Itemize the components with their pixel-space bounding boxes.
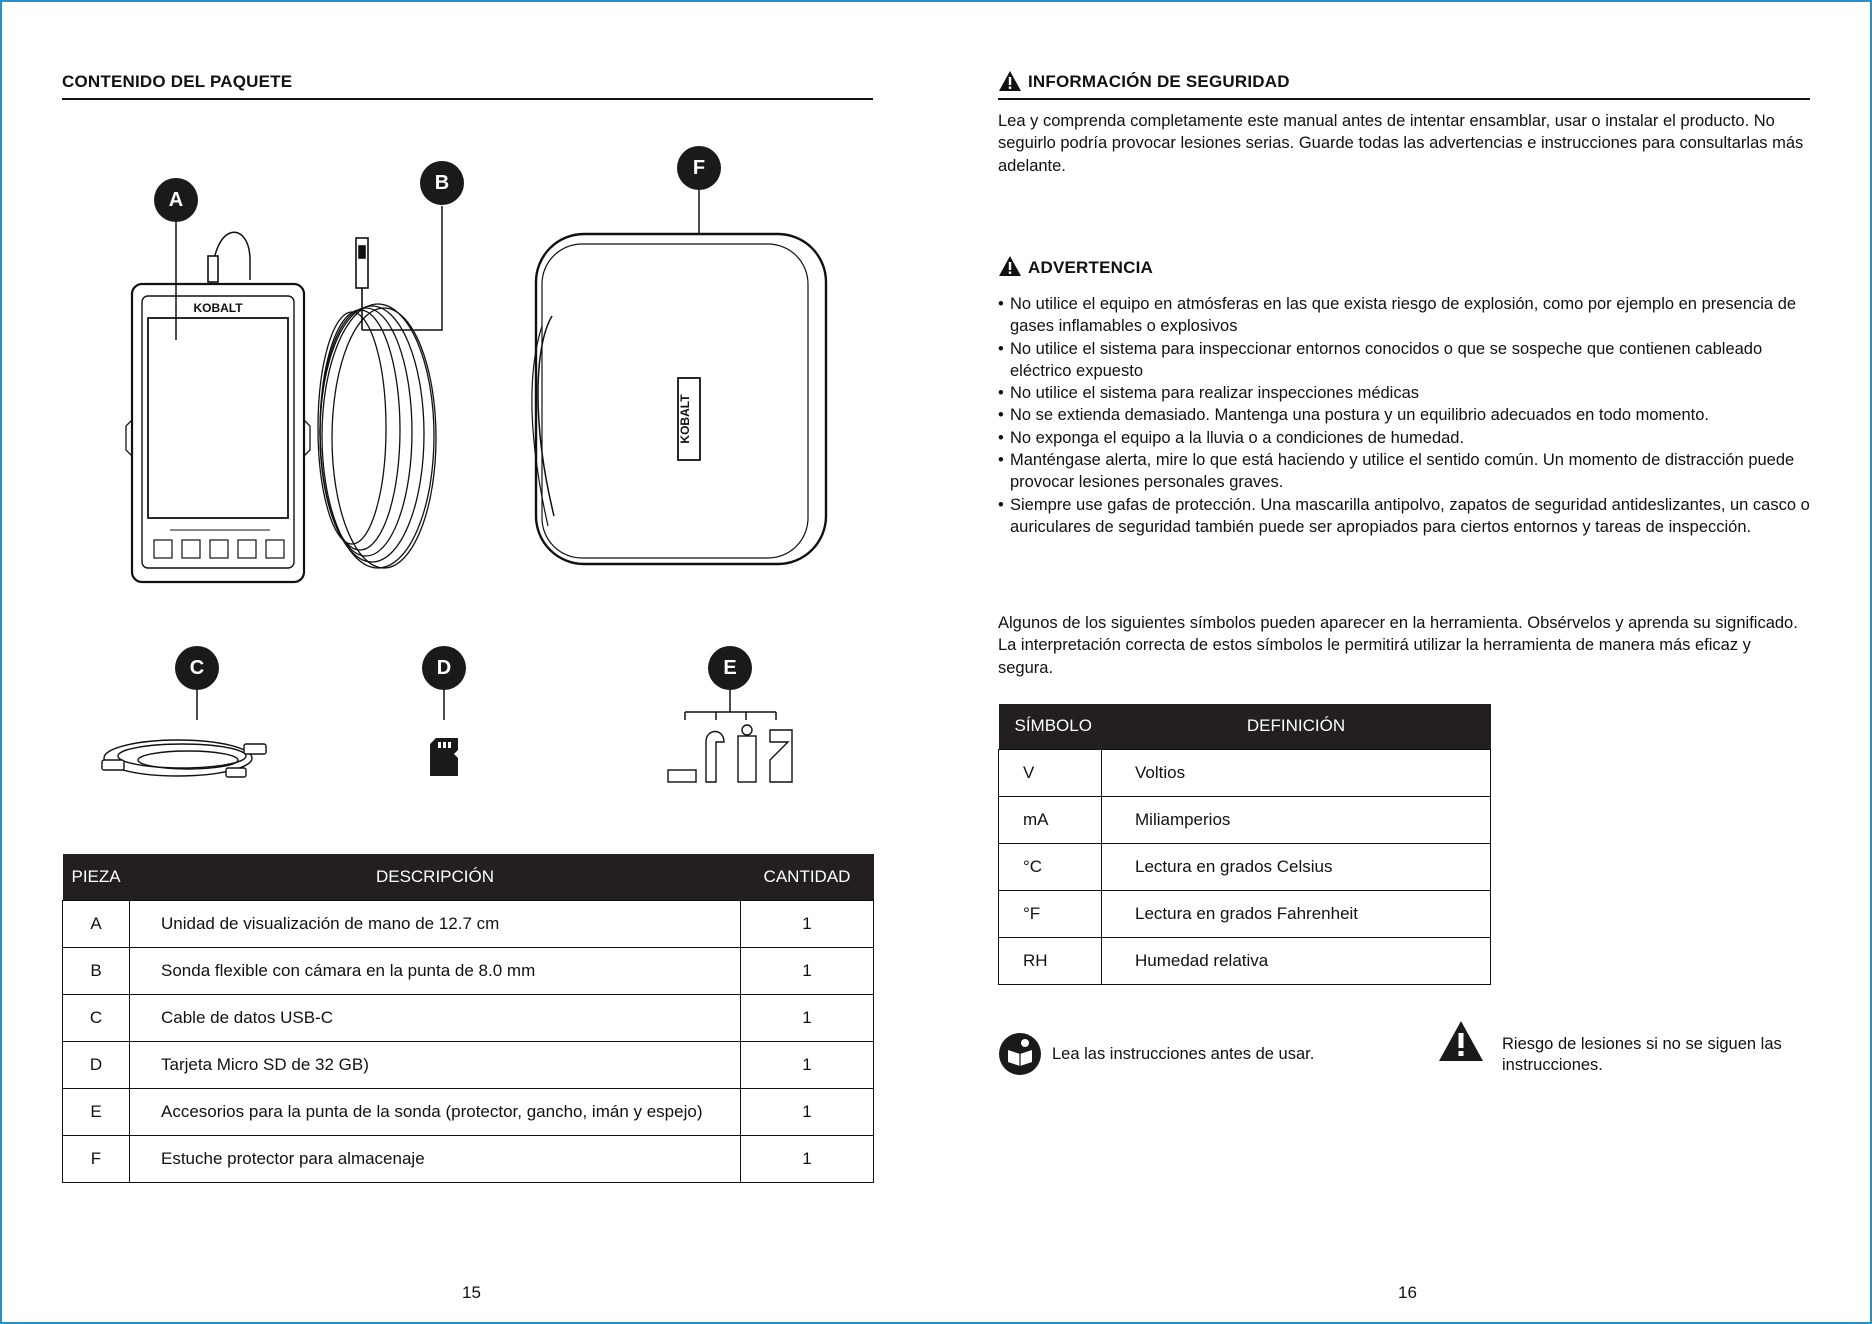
cell-piece: C [63, 994, 130, 1041]
probe-accessories-illustration [664, 720, 804, 784]
cell-piece: E [63, 1088, 130, 1135]
cell-symbol: °F [999, 890, 1102, 937]
title-rule [998, 98, 1810, 100]
header-definition: DEFINICIÓN [1102, 704, 1491, 749]
cell-definition: Voltios [1102, 749, 1491, 796]
parts-table-header [63, 854, 874, 900]
table-row [999, 937, 1491, 984]
cell-quantity: 1 [741, 947, 874, 994]
callout-a: A [154, 178, 198, 222]
table-row [999, 749, 1491, 796]
cell-quantity: 1 [741, 900, 874, 947]
callout-b: B [420, 161, 464, 205]
table-row [63, 947, 874, 994]
page-number-right: 16 [1398, 1283, 1417, 1302]
cell-description: Accesorios para la punta de la sonda (protector, gancho, imán y espejo) [130, 1088, 741, 1135]
list-item: • No exponga el equipo a la lluvia o a condiciones de humedad. [998, 427, 1810, 449]
case-brand: KOBALT [678, 394, 692, 444]
cell-description: Unidad de visualización de mano de 12.7 cm [130, 900, 741, 947]
read-manual-note: Lea las instrucciones antes de usar. [1052, 1045, 1315, 1063]
header-quantity: CANTIDAD [741, 854, 874, 900]
right-page [936, 0, 1872, 1324]
cell-description: Cable de datos USB-C [130, 994, 741, 1041]
symbols-table [998, 704, 1491, 985]
cell-symbol: mA [999, 796, 1102, 843]
cell-definition: Humedad relativa [1102, 937, 1491, 984]
warnings-list [998, 293, 1810, 538]
injury-warning-icon [1438, 1020, 1484, 1062]
sd-card-illustration [428, 738, 462, 778]
cell-quantity: 1 [741, 1041, 874, 1088]
header-symbol: SÍMBOLO [999, 704, 1102, 749]
table-row [63, 1088, 874, 1135]
table-row [999, 890, 1491, 937]
table-row [63, 1041, 874, 1088]
device-brand: KOBALT [193, 301, 243, 315]
header-piece: PIEZA [63, 854, 130, 900]
cell-description: Tarjeta Micro SD de 32 GB) [130, 1041, 741, 1088]
case-illustration [530, 226, 830, 571]
callout-f: F [677, 146, 721, 190]
cell-symbol: °C [999, 843, 1102, 890]
list-item: • No utilice el sistema para inspeccionar entornos conocidos o que se sospeche que contienen cableado eléctrico expuesto [998, 338, 1810, 383]
injury-risk-note: Riesgo de lesiones si no se siguen las instrucciones. [1502, 1035, 1782, 1074]
table-row [63, 900, 874, 947]
cell-quantity: 1 [741, 994, 874, 1041]
list-item: • No utilice el sistema para realizar inspecciones médicas [998, 382, 1810, 404]
symbols-table-header [999, 704, 1491, 749]
cell-definition: Lectura en grados Fahrenheit [1102, 890, 1491, 937]
cell-piece: D [63, 1041, 130, 1088]
cell-symbol: V [999, 749, 1102, 796]
warning-triangle-icon [998, 70, 1022, 92]
header-description: DESCRIPCIÓN [130, 854, 741, 900]
safety-info-title: INFORMACIÓN DE SEGURIDAD [1028, 72, 1290, 91]
cell-description: Estuche protector para almacenaje [130, 1135, 741, 1182]
callout-c: C [175, 646, 219, 690]
cell-description: Sonda flexible con cámara en la punta de 8.0 mm [130, 947, 741, 994]
package-contents-title: CONTENIDO DEL PAQUETE [62, 72, 293, 91]
table-row [999, 796, 1491, 843]
list-item: • Siempre use gafas de protección. Una mascarilla antipolvo, zapatos de seguridad antideslizantes, un casco o auriculares de seguridad también puede ser apropiados para ciertos entornos y tareas de inspección. [998, 494, 1810, 539]
parts-table [62, 854, 874, 1183]
list-item: • Manténgase alerta, mire lo que está haciendo y utilice el sentido común. Un momento de distracción puede provocar lesiones personales graves. [998, 449, 1810, 494]
cell-quantity: 1 [741, 1088, 874, 1135]
safety-intro-paragraph: Lea y comprenda completamente este manual antes de intentar ensamblar, usar o instalar el producto. No seguirlo podría provocar lesiones serias. Guarde todas las advertencias e instrucciones para consultarlas más adelante. [998, 112, 1804, 175]
list-item: • No utilice el equipo en atmósferas en las que exista riesgo de explosión, como por ejemplo en presencia de gases inflamables o explosivos [998, 293, 1810, 338]
page-number-left: 15 [462, 1283, 481, 1302]
cell-piece: A [63, 900, 130, 947]
warning-triangle-icon [998, 255, 1022, 277]
list-item: • No se extienda demasiado. Mantenga una postura y un equilibrio adecuados en todo momento. [998, 404, 1810, 426]
symbols-intro-paragraph: Algunos de los siguientes símbolos pueden aparecer en la herramienta. Obsérvelos y aprenda su significado. La interpretación correcta de estos símbolos le permitirá utilizar la herramienta de manera más eficaz y segura. [998, 614, 1798, 677]
warning-title: ADVERTENCIA [1028, 258, 1153, 277]
callout-d: D [422, 646, 466, 690]
table-row [63, 1135, 874, 1182]
cell-definition: Lectura en grados Celsius [1102, 843, 1491, 890]
callout-e: E [708, 646, 752, 690]
cell-symbol: RH [999, 937, 1102, 984]
cell-quantity: 1 [741, 1135, 874, 1182]
usb-cable-illustration [98, 730, 278, 790]
table-row [999, 843, 1491, 890]
read-manual-icon [998, 1032, 1042, 1076]
cell-definition: Miliamperios [1102, 796, 1491, 843]
table-row [63, 994, 874, 1041]
cell-piece: F [63, 1135, 130, 1182]
cell-piece: B [63, 947, 130, 994]
